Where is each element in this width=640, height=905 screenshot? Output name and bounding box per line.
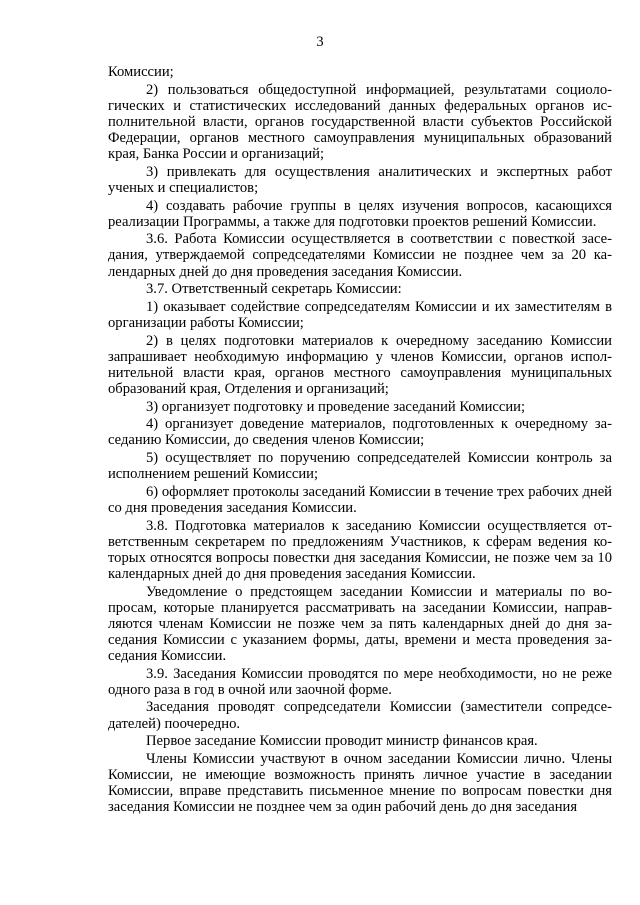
page-number: 3 xyxy=(316,34,324,50)
paragraph: 3.6. Работа Комиссии осуществляется в соответствии с повесткой заседания, утверждаемой сопредседателями Комиссии не позднее чем за 20 календарных дней до дня проведения заседания Комиссии. xyxy=(108,231,612,280)
paragraph: 2) пользоваться общедоступной информацией, результатами социологических и статистических исследований данных федеральных органов исполнительной власти, органов государственной власти субъектов Российской Федерации, органов местного самоуправления муниципальных образований края, Банка России и организаций; xyxy=(108,81,612,163)
paragraph: 5) осуществляет по поручению сопредседателей Комиссии контроль за исполнением решений Комиссии; xyxy=(108,450,612,483)
paragraph: 3) привлекать для осуществления аналитических и экспертных работ ученых и специалистов; xyxy=(108,163,612,196)
paragraph: 2) в целях подготовки материалов к очередному заседанию Комиссии запрашивает необходимую информацию у членов Комиссии, органов исполнительной власти края, органов местного самоуправления муниципальных образований края, Отделения и организаций; xyxy=(108,332,612,397)
paragraph: 4) организует доведение материалов, подготовленных к очередному заседанию Комиссии, до сведения членов Комиссии; xyxy=(108,416,612,449)
paragraph: 4) создавать рабочие группы в целях изучения вопросов, касающихся реализации Программы, а также для подготовки проектов решений Комиссии. xyxy=(108,197,612,230)
document-body xyxy=(108,64,612,817)
paragraph: 3.9. Заседания Комиссии проводятся по мере необходимости, но не реже одного раза в год в очной или заочной форме. xyxy=(108,665,612,698)
paragraph: Первое заседание Комиссии проводит министр финансов края. xyxy=(146,733,538,750)
paragraph: 3) организует подготовку и проведение заседаний Комиссии; xyxy=(146,398,526,415)
paragraph: 3.7. Ответственный секретарь Комиссии: xyxy=(146,281,402,298)
paragraph: Уведомление о предстоящем заседании Комиссии и материалы по вопросам, которые планируется рассматривать на заседании Комиссии, направляются членам Комиссии не позже чем за пять календарных дней до дня заседания Комиссии с указанием формы, даты, времени и места проведения заседания Комиссии. xyxy=(108,583,612,664)
paragraph: 1) оказывает содействие сопредседателям Комиссии и их заместителям в организации работы Комиссии; xyxy=(108,298,612,331)
paragraph: Члены Комиссии участвуют в очном заседании Комиссии лично. Члены Комиссии, не имеющие возможность принять личное участие в заседании Комиссии, вправе представить письменное мнение по вопросам повестки дня заседания Комиссии не позднее чем за один рабочий день до дня заседания xyxy=(108,750,612,816)
paragraph: 6) оформляет протоколы заседаний Комиссии в течение трех рабочих дней со дня проведения заседания Комиссии. xyxy=(108,483,612,516)
paragraph: Заседания проводят сопредседатели Комиссии (заместители сопредседателей) поочередно. xyxy=(108,699,612,732)
paragraph: Комиссии; xyxy=(108,64,174,80)
paragraph: 3.8. Подготовка материалов к заседанию Комиссии осуществляется ответственным секретарем по предложениям Участников, к сферам ведения которых относятся вопросы повестки дня заседания Комиссии, не позже чем за 10 календарных дней до дня проведения заседания Комиссии. xyxy=(108,517,612,582)
